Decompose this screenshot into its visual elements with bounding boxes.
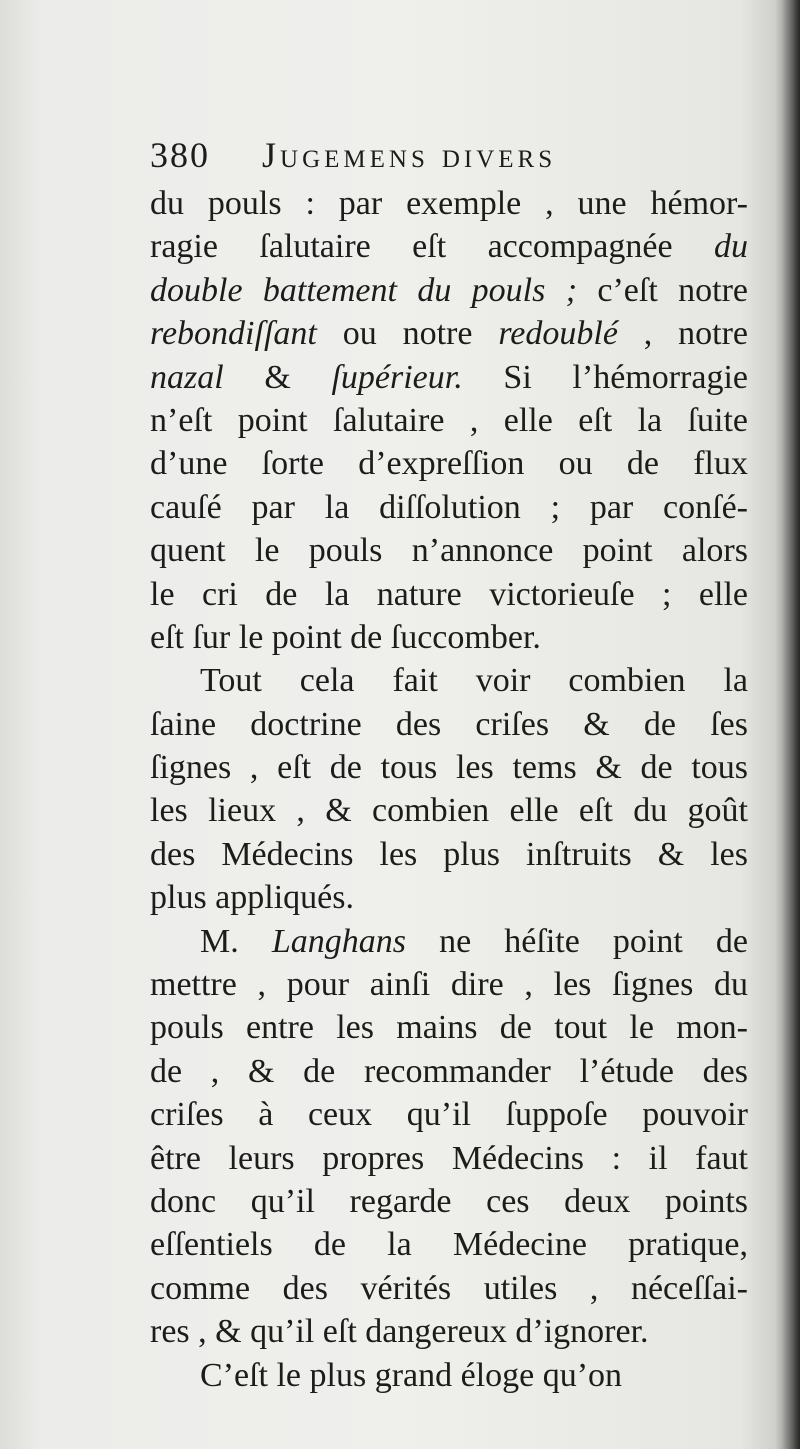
- text-line: [150, 833, 748, 876]
- text-segment: &: [223, 358, 332, 396]
- text-line: [150, 616, 748, 659]
- text-segment: pouls entre les mains de tout le mon-: [150, 1009, 748, 1047]
- text-line: [150, 269, 748, 312]
- text-line: [150, 1137, 748, 1180]
- text-segment: le cri de la nature victorieuſe ; elle: [150, 575, 748, 613]
- text-segment: eſt ſur le point de ſuccomber.: [150, 618, 541, 656]
- text-line: [150, 529, 748, 572]
- text-line: [150, 225, 748, 268]
- text-segment: , notre: [617, 315, 749, 353]
- text-segment: ragie ſalutaire eſt accompagnée: [150, 228, 714, 266]
- text-segment: ne héſite point de: [405, 922, 748, 960]
- page-number: 380: [150, 135, 210, 175]
- text-segment: cauſé par la diſſolution ; par conſé-: [150, 488, 748, 526]
- italic-segment: double battement du pouls ;: [150, 271, 578, 309]
- text-line: [150, 1006, 748, 1049]
- body-text: [150, 182, 748, 1397]
- text-segment: ſaine doctrine des criſes & de ſes: [150, 705, 748, 743]
- italic-segment: nazal: [150, 358, 224, 396]
- text-line: [150, 920, 748, 963]
- text-line: [150, 703, 748, 746]
- text-segment: ſignes , eſt de tous les tems & de tous: [150, 749, 748, 787]
- running-title: Jugemens divers: [262, 135, 557, 175]
- text-line: [150, 399, 748, 442]
- text-segment: M.: [200, 922, 272, 960]
- text-line: [150, 1223, 748, 1266]
- text-line: [150, 1354, 748, 1397]
- text-line: [150, 659, 748, 702]
- italic-segment: redoublé: [498, 315, 618, 353]
- text-segment: d’une ſorte d’expreſſion ou de flux: [150, 445, 748, 483]
- text-segment: quent le pouls n’annonce point alors: [150, 532, 748, 570]
- text-line: [150, 746, 748, 789]
- text-line: [150, 442, 748, 485]
- text-segment: res , & qu’il eſt dangereux d’ignorer.: [150, 1313, 649, 1351]
- text-line: [150, 573, 748, 616]
- italic-segment: rebondiſſant: [150, 315, 317, 353]
- text-segment: donc qu’il regarde ces deux points: [150, 1182, 748, 1220]
- text-segment: eſſentiels de la Médecine pratique,: [150, 1226, 748, 1264]
- text-segment: C’eſt le plus grand éloge qu’on: [200, 1356, 623, 1394]
- text-line: [150, 789, 748, 832]
- text-line: [150, 1310, 748, 1353]
- text-line: [150, 356, 748, 399]
- gutter-shadow: [782, 0, 800, 1449]
- italic-segment: Langhans: [271, 922, 406, 960]
- text-segment: ou notre: [316, 315, 499, 353]
- text-line: [150, 1267, 748, 1310]
- text-segment: du pouls : par exemple , une hémor-: [150, 185, 748, 222]
- italic-segment: du: [714, 228, 748, 266]
- text-segment: plus appliqués.: [150, 879, 354, 917]
- text-segment: de , & de recommander l’étude des: [150, 1052, 748, 1090]
- italic-segment: ſupérieur.: [331, 358, 463, 396]
- text-segment: être leurs propres Médecins : il faut: [150, 1139, 748, 1177]
- text-segment: comme des vérités utiles , néceſſai-: [150, 1269, 748, 1307]
- text-line: [150, 486, 748, 529]
- text-line: [150, 1093, 748, 1136]
- page-header: [150, 128, 750, 178]
- text-line: [150, 1180, 748, 1223]
- text-segment: des Médecins les plus inſtruits & les: [150, 835, 748, 873]
- text-segment: mettre , pour ainſi dire , les ſignes du: [150, 966, 748, 1004]
- text-segment: c’eſt notre: [577, 271, 748, 309]
- text-line: [150, 312, 748, 355]
- text-segment: les lieux , & combien elle eſt du goût: [150, 792, 748, 830]
- text-line: [150, 963, 748, 1006]
- text-segment: Si l’hémorragie: [462, 358, 749, 396]
- text-line: [150, 182, 748, 225]
- text-segment: Tout cela fait voir combien la: [200, 662, 748, 700]
- text-segment: criſes à ceux qu’il ſuppoſe pouvoir: [150, 1096, 748, 1134]
- text-line: [150, 1050, 748, 1093]
- text-segment: n’eſt point ſalutaire , elle eſt la ſuite: [150, 401, 748, 439]
- text-line: [150, 876, 748, 919]
